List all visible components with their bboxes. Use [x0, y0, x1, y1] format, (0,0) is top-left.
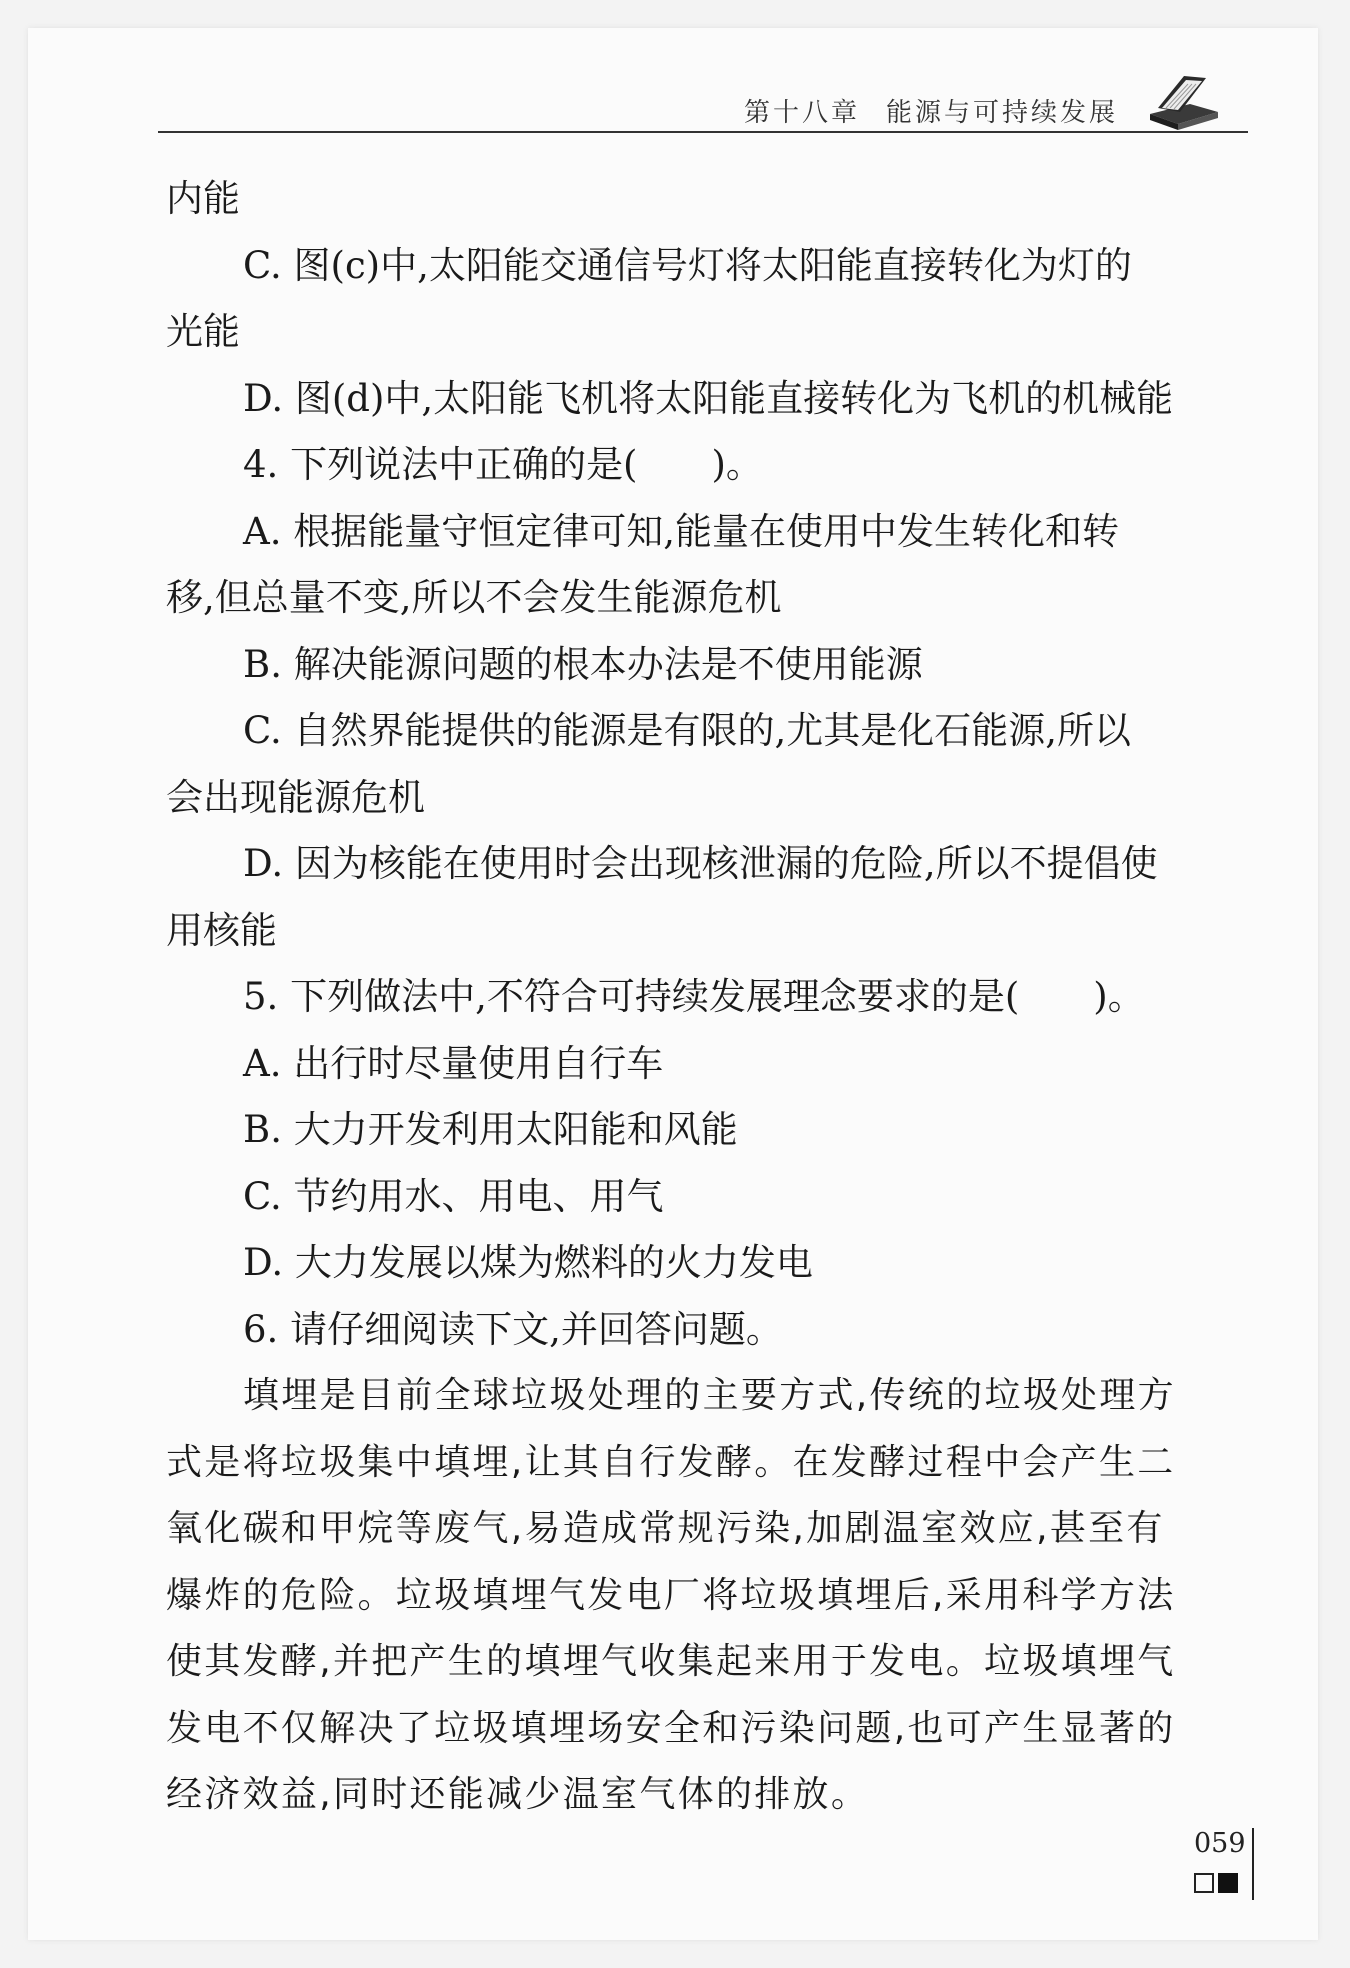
running-header	[158, 68, 1248, 132]
filled-square-icon	[1218, 1873, 1238, 1893]
outline-square-icon	[1194, 1873, 1214, 1893]
passage-line: 发电不仅解决了垃圾填埋场安全和污染问题,也可产生显著的	[166, 1707, 1176, 1749]
folio-marks	[1194, 1873, 1238, 1893]
text-line: 用核能	[166, 908, 277, 952]
question-5-option-b: B. 大力开发利用太阳能和风能	[243, 1108, 738, 1151]
book-icon	[1144, 68, 1224, 132]
passage-line: 使其发酵,并把产生的填埋气收集起来用于发电。垃圾填埋气	[166, 1641, 1176, 1682]
chapter-label: 第十八章	[743, 98, 860, 128]
question-3-option-c: C. 图(c)中,太阳能交通信号灯将太阳能直接转化为灯的	[243, 243, 1132, 287]
page-content	[166, 166, 1256, 1829]
passage-line: 填埋是目前全球垃圾处理的主要方式,传统的垃圾处理方	[243, 1375, 1176, 1416]
text-line: 内能	[166, 177, 240, 220]
book-page	[28, 28, 1318, 1940]
question-5-stem: 5. 下列做法中,不符合可持续发展理念要求的是( )。	[243, 975, 1145, 1018]
question-4-stem: 4. 下列说法中正确的是( )。	[243, 443, 763, 486]
chapter-title: 能源与可持续发展	[885, 98, 1118, 128]
question-3-option-d: D. 图(d)中,太阳能飞机将太阳能直接转化为飞机的机械能	[243, 376, 1174, 420]
question-5-option-d: D. 大力发展以煤为燃料的火力发电	[243, 1241, 813, 1284]
question-6-stem: 6. 请仔细阅读下文,并回答问题。	[243, 1307, 783, 1351]
folio-rule	[1252, 1828, 1254, 1900]
question-4-option-d: D. 因为核能在使用时会出现核泄漏的危险,所以不提倡使	[243, 842, 1158, 885]
text-line: 移,但总量不变,所以不会发生能源危机	[166, 576, 782, 619]
question-5-option-a: A. 出行时尽量使用自行车	[243, 1041, 664, 1085]
question-5-option-c: C. 节约用水、用电、用气	[243, 1174, 664, 1218]
question-4-option-a: A. 根据能量守恒定律可知,能量在使用中发生转化和转	[243, 509, 1120, 553]
header-rule	[158, 131, 1248, 133]
passage-line: 式是将垃圾集中填埋,让其自行发酵。在发酵过程中会产生二	[166, 1441, 1176, 1483]
header-text	[744, 92, 1118, 129]
question-4-option-c: C. 自然界能提供的能源是有限的,尤其是化石能源,所以	[243, 709, 1132, 752]
passage-line: 经济效益,同时还能减少温室气体的排放。	[166, 1774, 870, 1815]
passage-line: 爆炸的危险。垃圾填埋气发电厂将垃圾填埋后,采用科学方法	[166, 1574, 1176, 1616]
passage-line: 氧化碳和甲烷等废气,易造成常规污染,加剧温室效应,甚至有	[166, 1508, 1165, 1549]
page-number: 059	[1194, 1828, 1246, 1859]
text-line: 会出现能源危机	[166, 775, 425, 819]
question-4-option-b: B. 解决能源问题的根本办法是不使用能源	[243, 642, 923, 686]
text-line: 光能	[166, 310, 240, 353]
